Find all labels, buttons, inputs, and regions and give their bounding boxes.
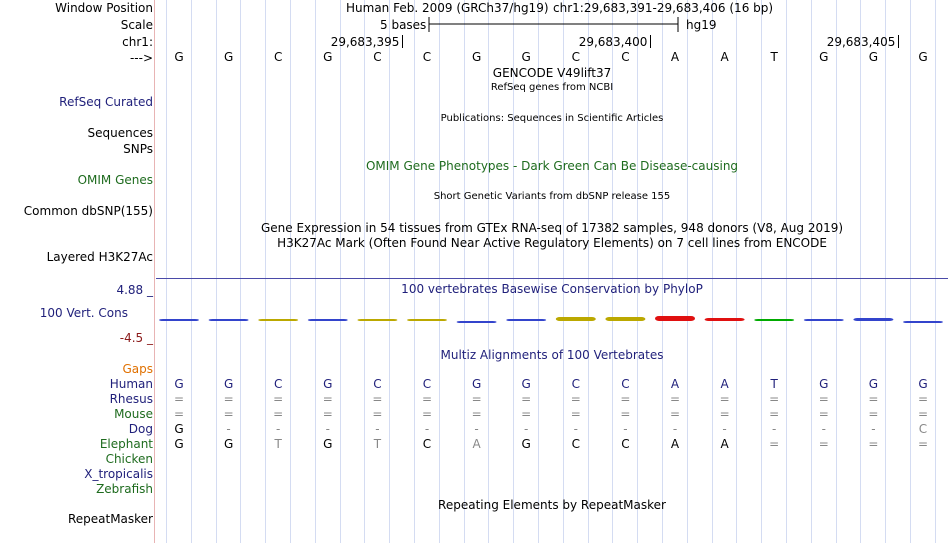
alignment-base: - xyxy=(226,422,231,436)
conservation-mark xyxy=(853,318,893,321)
alignment-base: - xyxy=(276,422,281,436)
alignment-base: = xyxy=(719,392,730,406)
sequence-base: C xyxy=(422,50,432,64)
sequence-base: A xyxy=(670,50,680,64)
sequence-base: C xyxy=(571,50,580,64)
alignment-base: - xyxy=(573,422,578,436)
publications-title[interactable]: Publications: Sequences in Scientific Articles xyxy=(440,113,664,124)
alignment-base: = xyxy=(570,392,581,406)
alignment-base: C xyxy=(621,437,630,451)
sequence-base: C xyxy=(373,50,382,64)
alignment-base: = xyxy=(173,392,185,406)
species-label[interactable]: Elephant xyxy=(99,437,153,451)
phylop-label[interactable]: 100 Vert. Cons xyxy=(39,306,128,320)
ruler-tick-label: 29,683,405 xyxy=(826,35,896,49)
omim-label[interactable]: OMIM Genes xyxy=(77,173,153,187)
alignment-base: = xyxy=(769,407,780,421)
alignment-base: = xyxy=(471,407,482,421)
alignment-base: - xyxy=(722,422,727,436)
conservation-mark xyxy=(308,319,348,321)
alignment-base: = xyxy=(322,392,333,406)
sequence-base: A xyxy=(720,50,729,64)
phylop-max-label: 4.88 _ xyxy=(116,283,153,297)
refseq-label[interactable]: RefSeq Curated xyxy=(59,95,153,109)
chrom-label: chr1: xyxy=(122,35,153,49)
alignment-base: = xyxy=(173,407,185,421)
alignment-base: = xyxy=(421,392,433,406)
alignment-base: = xyxy=(868,407,879,421)
alignment-base: - xyxy=(325,422,330,436)
alignment-base: - xyxy=(772,422,777,436)
alignment-base: = xyxy=(620,407,631,421)
sequence-base: C xyxy=(621,50,630,64)
alignment-base: = xyxy=(868,392,879,406)
strand-label[interactable]: ---> xyxy=(129,51,153,65)
alignment-base: C xyxy=(918,422,928,436)
alignment-base: = xyxy=(917,407,929,421)
alignment-base: G xyxy=(174,422,184,436)
alignment-base: C xyxy=(571,437,580,451)
alignment-base: T xyxy=(770,377,778,391)
gaps-label[interactable]: Gaps xyxy=(122,362,153,376)
scale-db-text: hg19 xyxy=(686,18,717,32)
alignment-base: - xyxy=(672,422,678,436)
gencode-title[interactable]: GENCODE V49lift37 xyxy=(492,66,612,80)
refseq-subtitle[interactable]: RefSeq genes from NCBI xyxy=(490,82,614,93)
sequences-label[interactable]: Sequences xyxy=(87,126,153,140)
omim-title[interactable]: OMIM Gene Phenotypes - Dark Green Can Be Disease-causing xyxy=(365,159,739,173)
sequence-base: T xyxy=(770,50,778,64)
alignment-base: G xyxy=(323,377,333,391)
alignment-base: = xyxy=(868,437,879,451)
sequence-base: G xyxy=(918,50,928,64)
alignment-base: T xyxy=(274,437,282,451)
h3k27-label[interactable]: Layered H3K27Ac xyxy=(46,250,153,264)
alignment-base: G xyxy=(819,377,829,391)
dbsnp-label[interactable]: Common dbSNP(155) xyxy=(23,204,153,218)
conservation-mark xyxy=(258,319,298,321)
alignment-base: C xyxy=(373,377,382,391)
conservation-mark xyxy=(407,319,447,321)
scale-label: Scale xyxy=(120,18,153,32)
sequence-base: G xyxy=(223,50,234,64)
alignment-base: G xyxy=(223,437,234,451)
alignment-base: G xyxy=(521,437,531,451)
conservation-mark xyxy=(209,319,249,321)
phylop-title[interactable]: 100 vertebrates Basewise Conservation by PhyloP xyxy=(401,282,703,296)
species-label[interactable]: Human xyxy=(109,377,153,391)
window-position-label: Window Position xyxy=(55,1,153,15)
ruler-tick-label: 29,683,395 xyxy=(330,35,400,49)
alignment-base: C xyxy=(571,377,580,391)
alignment-base: = xyxy=(917,437,929,451)
conservation-mark xyxy=(605,317,645,321)
scale-text: 5 bases xyxy=(380,18,427,32)
conservation-mark xyxy=(754,319,794,321)
conservation-mark xyxy=(804,319,844,321)
sequence-base: G xyxy=(521,50,531,64)
alignment-base: G xyxy=(471,377,482,391)
repeatmasker-label[interactable]: RepeatMasker xyxy=(67,512,153,526)
alignment-base: = xyxy=(917,392,929,406)
alignment-base: = xyxy=(471,392,482,406)
sequence-base: G xyxy=(174,50,184,64)
alignment-base: = xyxy=(521,407,532,421)
conservation-mark xyxy=(556,317,596,321)
alignment-base: A xyxy=(720,377,729,391)
alignment-base: = xyxy=(273,407,284,421)
conservation-mark xyxy=(655,316,695,321)
sequence-base: G xyxy=(819,50,829,64)
alignment-base: = xyxy=(273,392,284,406)
alignment-base: = xyxy=(322,407,333,421)
alignment-base: G xyxy=(323,437,333,451)
conservation-mark xyxy=(705,318,745,321)
alignment-base: = xyxy=(818,437,829,451)
sequence-base: G xyxy=(868,50,879,64)
alignment-base: - xyxy=(375,422,380,436)
snps-label[interactable]: SNPs xyxy=(123,142,153,156)
alignment-base: G xyxy=(174,437,184,451)
alignment-base: - xyxy=(623,422,628,436)
alignment-base: - xyxy=(821,422,826,436)
ruler-tick-label: 29,683,400 xyxy=(578,35,648,49)
alignment-base: = xyxy=(372,392,383,406)
alignment-base: = xyxy=(769,437,780,451)
alignment-base: G xyxy=(521,377,531,391)
alignment-base: = xyxy=(570,407,581,421)
dbsnp-title[interactable]: Short Genetic Variants from dbSNP release 155 xyxy=(433,191,671,202)
species-label[interactable]: Mouse xyxy=(114,407,153,421)
alignment-base: = xyxy=(669,392,681,406)
alignment-base: = xyxy=(421,407,433,421)
alignment-base: = xyxy=(719,407,730,421)
position-text[interactable]: chr1:29,683,391-29,683,406 (16 bp) xyxy=(553,1,774,15)
alignment-base: G xyxy=(868,377,879,391)
alignment-base: A xyxy=(670,377,680,391)
conservation-mark xyxy=(357,319,397,321)
alignment-base: G xyxy=(174,377,184,391)
species-label[interactable]: Chicken xyxy=(105,452,153,466)
alignment-base: G xyxy=(223,377,234,391)
species-label[interactable]: X_tropicalis xyxy=(84,467,153,481)
gtex-title[interactable]: Gene Expression in 54 tissues from GTEx RNA-seq of 17382 samples, 948 donors (V8, Aug 2019) xyxy=(260,221,844,235)
alignment-base: = xyxy=(620,392,631,406)
alignment-base: - xyxy=(871,422,876,436)
alignment-base: C xyxy=(273,377,283,391)
alignment-base: = xyxy=(223,407,234,421)
multiz-title[interactable]: Multiz Alignments of 100 Vertebrates xyxy=(440,348,664,362)
alignment-base: - xyxy=(474,422,479,436)
sequence-base: G xyxy=(323,50,333,64)
species-label[interactable]: Zebrafish xyxy=(96,482,153,496)
alignment-base: A xyxy=(720,437,729,451)
sequence-base: C xyxy=(273,50,283,64)
conservation-mark xyxy=(506,319,546,321)
alignment-base: = xyxy=(669,407,681,421)
conservation-mark xyxy=(159,319,199,321)
alignment-base: C xyxy=(422,377,432,391)
alignment-base: = xyxy=(818,392,829,406)
alignment-base: G xyxy=(918,377,928,391)
alignment-base: T xyxy=(373,437,382,451)
assembly-text: Human Feb. 2009 (GRCh37/hg19) xyxy=(346,1,549,15)
alignment-base: C xyxy=(422,437,432,451)
phylop-min-label: -4.5 _ xyxy=(119,331,153,345)
alignment-base: = xyxy=(521,392,532,406)
alignment-base: - xyxy=(424,422,430,436)
alignment-base: = xyxy=(223,392,234,406)
conservation-mark xyxy=(903,321,943,323)
alignment-base: = xyxy=(372,407,383,421)
sequence-base: G xyxy=(471,50,482,64)
repeat-title[interactable]: Repeating Elements by RepeatMasker xyxy=(438,498,666,512)
alignment-base: A xyxy=(472,437,481,451)
alignment-base: = xyxy=(769,392,780,406)
alignment-base: - xyxy=(524,422,529,436)
species-label[interactable]: Rhesus xyxy=(109,392,153,406)
species-label[interactable]: Dog xyxy=(128,422,153,436)
alignment-base: = xyxy=(818,407,829,421)
alignment-base: C xyxy=(621,377,630,391)
h3k27-title[interactable]: H3K27Ac Mark (Often Found Near Active Regulatory Elements) on 7 cell lines from ENCODE xyxy=(277,236,827,250)
alignment-base: A xyxy=(670,437,680,451)
conservation-mark xyxy=(457,321,497,323)
